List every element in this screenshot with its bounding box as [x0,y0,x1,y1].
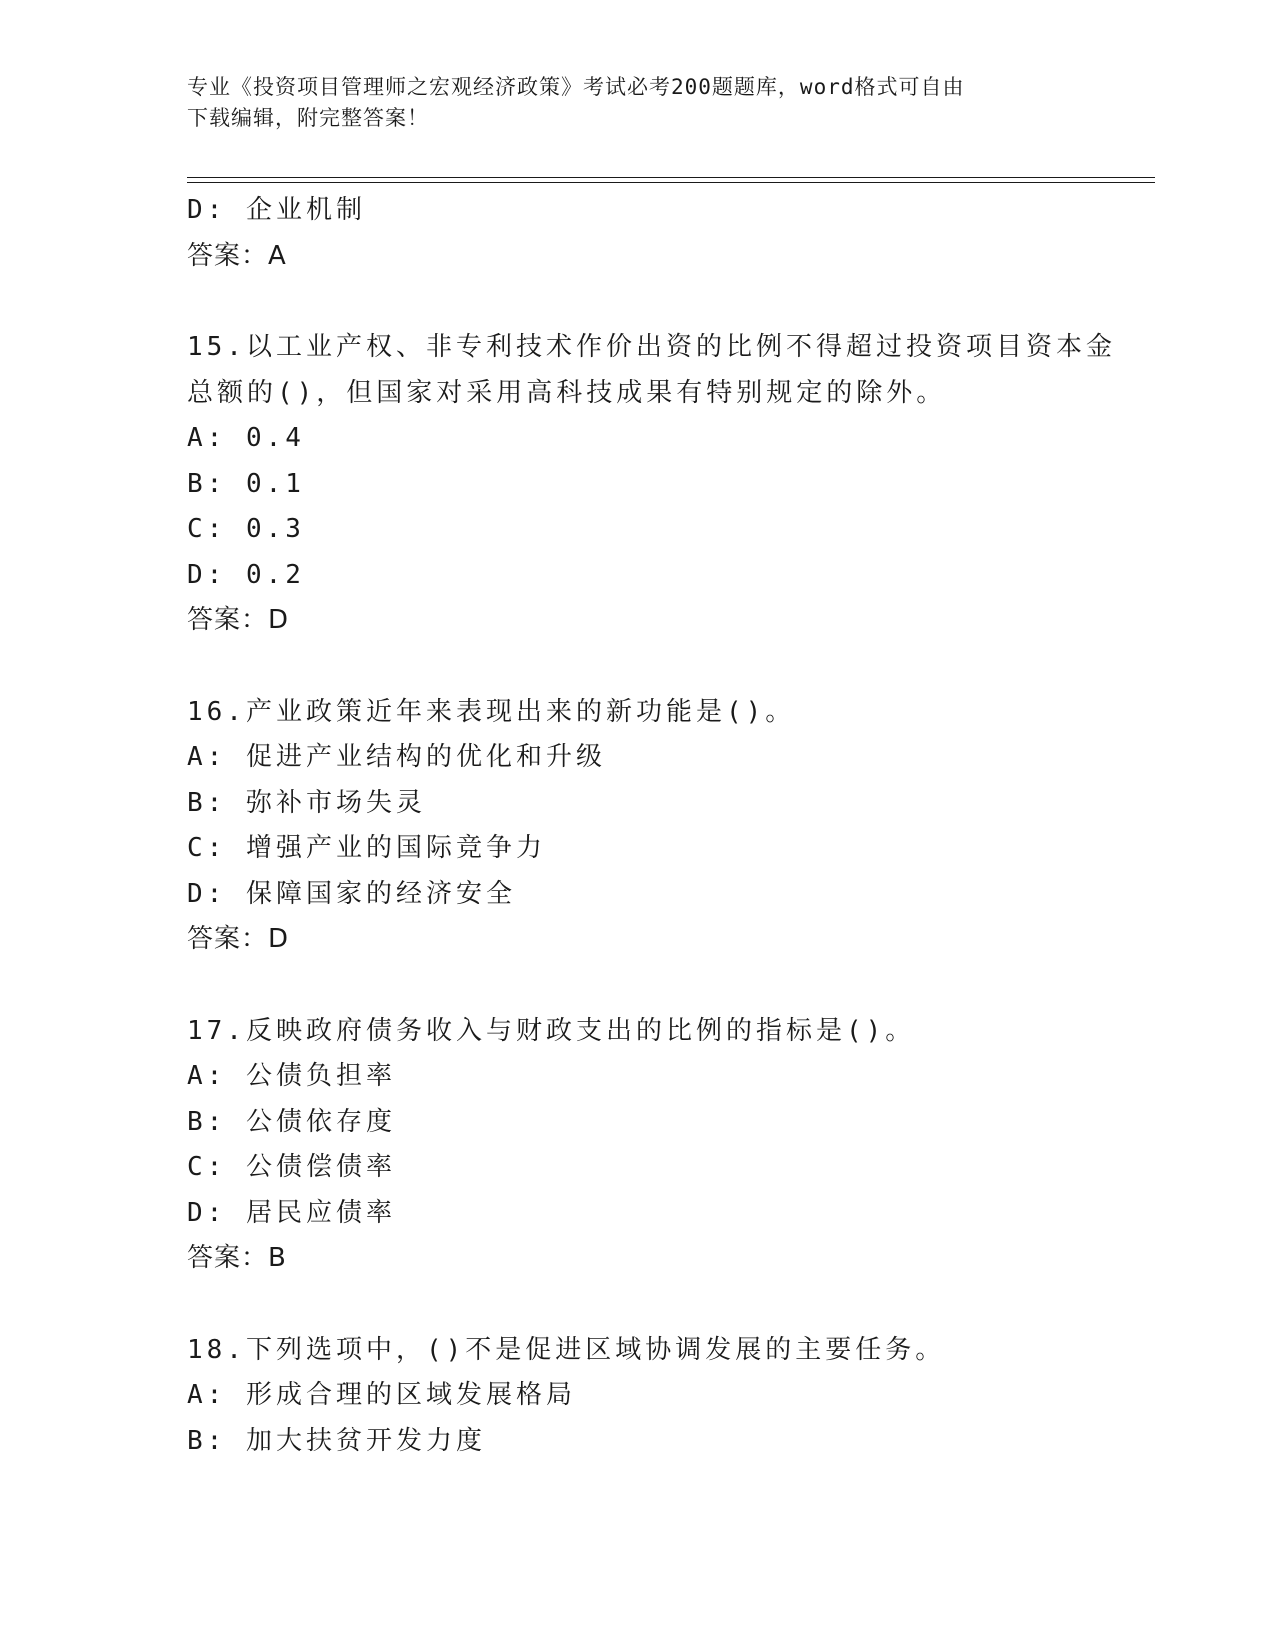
question-15 [187,325,1116,644]
option-a: A: 促进产业结构的优化和升级 [187,742,606,772]
option-b: B: 0.1 [187,468,305,499]
option-c: C: 增强产业的国际竞争力 [187,833,546,863]
option-d: D: 0.2 [187,559,305,590]
answer: 答案：D [187,924,290,954]
option-c: C: 公债偿债率 [187,1152,396,1182]
question-text-line-2: 总额的()，但国家对采用高科技成果有特别规定的除外。 [187,377,947,408]
question-text-line-1: 15.以工业产权、非专利技术作价出资的比例不得超过投资项目资本金 [187,332,1116,362]
spacer [187,963,1087,1009]
option-d: D: 居民应债率 [187,1197,396,1228]
spacer [187,1282,1087,1328]
document-header [187,72,1067,134]
answer: 答案：B [187,1243,287,1273]
question-text-line-1: 16.产业政策近年来表现出来的新功能是()。 [187,696,796,727]
option-b: B: 加大扶贫开发力度 [187,1425,486,1456]
option-d: D: 保障国家的经济安全 [187,878,516,909]
header-rule-top [187,177,1155,178]
option-a: A: 形成合理的区域发展格局 [187,1380,576,1410]
option-d: D: 企业机制 [187,195,366,225]
option-c: C: 0.3 [187,514,305,544]
previous-question-tail [187,188,1087,279]
question-18 [187,1328,1087,1465]
option-a: A: 公债负担率 [187,1061,396,1091]
option-b: B: 弥补市场失灵 [187,787,426,818]
header-rule-bottom [187,182,1155,183]
document-body [187,188,1116,1464]
header-line-2: 下载编辑，附完整答案！ [187,106,429,130]
option-a: A: 0.4 [187,423,305,453]
answer: 答案：A [187,240,287,271]
option-b: B: 公债依存度 [187,1106,396,1137]
spacer [187,644,1087,690]
header-line-1: 专业《投资项目管理师之宏观经济政策》考试必考200题题库，word格式可自由 [187,75,965,99]
question-17 [187,1009,1087,1282]
question-text-line-1: 18.下列选项中，()不是促进区域协调发展的主要任务。 [187,1334,946,1365]
question-text-line-1: 17.反映政府债务收入与财政支出的比例的指标是()。 [187,1015,916,1046]
question-16 [187,690,1087,963]
spacer [187,279,1087,325]
answer: 答案：D [187,605,290,635]
